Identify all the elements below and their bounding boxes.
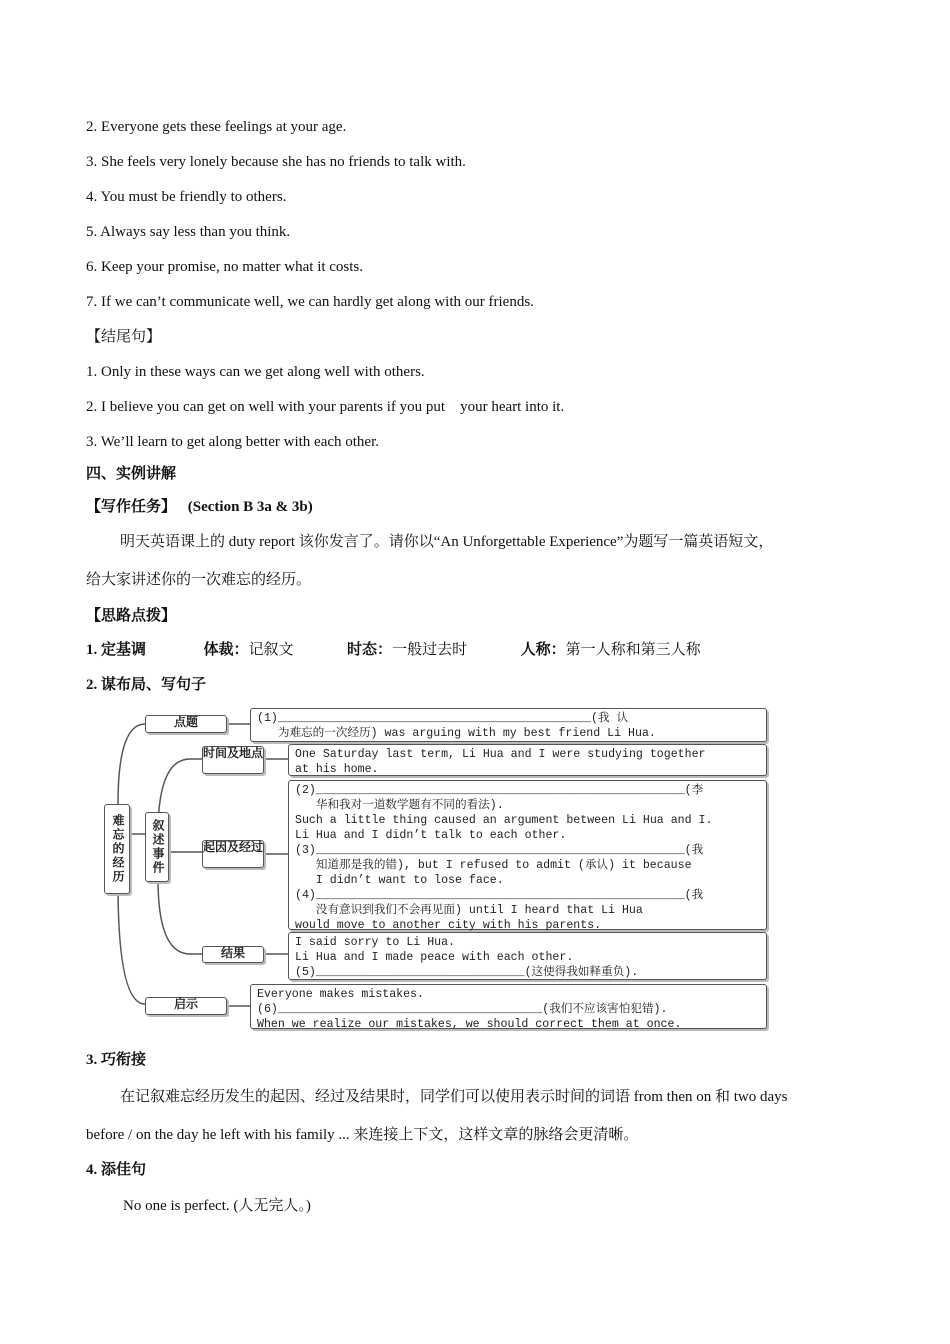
person-value: 第一人称和第三人称 xyxy=(565,642,701,658)
task-heading xyxy=(86,497,313,517)
sentence-3: 3. She feels very lonely because she has no friends to talk with. xyxy=(86,154,466,170)
sentence-4: 4. You must be friendly to others. xyxy=(86,189,287,205)
hints-heading: 【思路点拨】 xyxy=(86,608,177,624)
topic-line-2: 为难忘的一次经历) was arguing with my best friend Li Hua. xyxy=(257,727,656,740)
lesson-line-3: When we realize our mistakes, we should correct them at once. xyxy=(257,1018,682,1031)
ending-sentence-1: 1. Only in these ways can we get along well with others. xyxy=(86,364,425,380)
result-line-3: (5)______________________________(这使得我如释重负). xyxy=(295,966,639,979)
cause-label: 起因及经过 xyxy=(202,840,264,868)
sentence-6: 6. Keep your promise, no matter what it costs. xyxy=(86,259,364,275)
sentence-5: 5. Always say less than you think. xyxy=(86,224,291,240)
result-box xyxy=(288,932,767,980)
time-place-box xyxy=(288,744,767,776)
task-ref: (Section B 3a & 3b) xyxy=(187,499,313,515)
task-line-1: 明天英语课上的 duty report 该你发言了。请你以“An Unforgettable Experience”为题写一篇英语短文， xyxy=(120,534,774,550)
tense-key: 时态： xyxy=(347,642,393,658)
time-place-label: 时间及地点 xyxy=(202,746,264,774)
result-line-2: Li Hua and I made peace with each other. xyxy=(295,951,574,964)
cause-line-7: I didn’t want to lose face. xyxy=(295,874,504,887)
cause-line-1: (2)_____________________________________________________(李 xyxy=(295,784,704,797)
add-sentence-heading: 4. 添佳句 xyxy=(86,1162,147,1178)
cause-line-6: 知道那是我的错), but I refused to admit (承认) it because xyxy=(295,859,692,872)
cause-line-10: would move to another city with his parents. xyxy=(295,919,602,932)
section-4-heading: 四、实例讲解 xyxy=(86,466,177,482)
ending-heading: 【结尾句】 xyxy=(86,329,162,345)
person-key: 人称： xyxy=(520,642,566,658)
task-line-2: 给大家讲述你的一次难忘的经历。 xyxy=(86,572,312,588)
topic-box xyxy=(250,708,767,742)
lesson-line-2: (6)______________________________________(我们不应该害怕犯错). xyxy=(257,1003,668,1016)
linking-line-2: before / on the day he left with his family ... 来连接上下文，这样文章的脉络会更清晰。 xyxy=(86,1127,639,1143)
lesson-label: 启示 xyxy=(145,997,227,1015)
cause-line-8: (4)_____________________________________________________(我 xyxy=(295,889,704,902)
cause-line-2: 华和我对一道数学题有不同的看法). xyxy=(295,799,504,812)
cause-box xyxy=(288,780,767,930)
time-line-1: One Saturday last term, Li Hua and I were studying together xyxy=(295,748,706,761)
tone-row xyxy=(86,640,701,660)
linking-line-1: 在记叙难忘经历发生的起因、经过及结果时，同学们可以使用表示时间的词语 from then on 和 two days xyxy=(120,1089,788,1105)
topic-label: 点题 xyxy=(145,715,227,733)
layout-heading: 2. 谋布局、写句子 xyxy=(86,677,207,693)
tense-value: 一般过去时 xyxy=(392,642,468,658)
topic-line-1: (1)_____________________________________________(我 认 xyxy=(257,712,629,725)
narrate-label: 叙述事件 xyxy=(145,812,169,882)
sentence-7: 7. If we can’t communicate well, we can hardly get along with our friends. xyxy=(86,294,534,310)
result-line-1: I said sorry to Li Hua. xyxy=(295,936,456,949)
add-sentence-text: No one is perfect. (人无完人。) xyxy=(123,1198,311,1214)
writing-plan-diagram xyxy=(100,704,772,1034)
task-heading-label: 【写作任务】 xyxy=(86,499,177,515)
genre-key: 体裁： xyxy=(203,642,249,658)
tone-label: 1. 定基调 xyxy=(86,642,147,658)
cause-line-4: Li Hua and I didn’t talk to each other. xyxy=(295,829,567,842)
cause-line-9: 没有意识到我们不会再见面) until I heard that Li Hua xyxy=(295,904,643,917)
sentence-2: 2. Everyone gets these feelings at your age. xyxy=(86,119,347,135)
genre-value: 记叙文 xyxy=(248,642,294,658)
cause-line-3: Such a little thing caused an argument between Li Hua and I. xyxy=(295,814,713,827)
cause-line-5: (3)_____________________________________________________(我 xyxy=(295,844,704,857)
lesson-line-1: Everyone makes mistakes. xyxy=(257,988,424,1001)
root-label: 难忘的经历 xyxy=(104,804,130,894)
ending-sentence-3: 3. We’ll learn to get along better with each other. xyxy=(86,434,379,450)
result-label: 结果 xyxy=(202,946,264,963)
ending-sentence-2: 2. I believe you can get on well with your parents if you put your heart into it. xyxy=(86,399,565,415)
linking-heading: 3. 巧衔接 xyxy=(86,1052,147,1068)
lesson-box xyxy=(250,984,767,1029)
time-line-2: at his home. xyxy=(295,763,379,776)
